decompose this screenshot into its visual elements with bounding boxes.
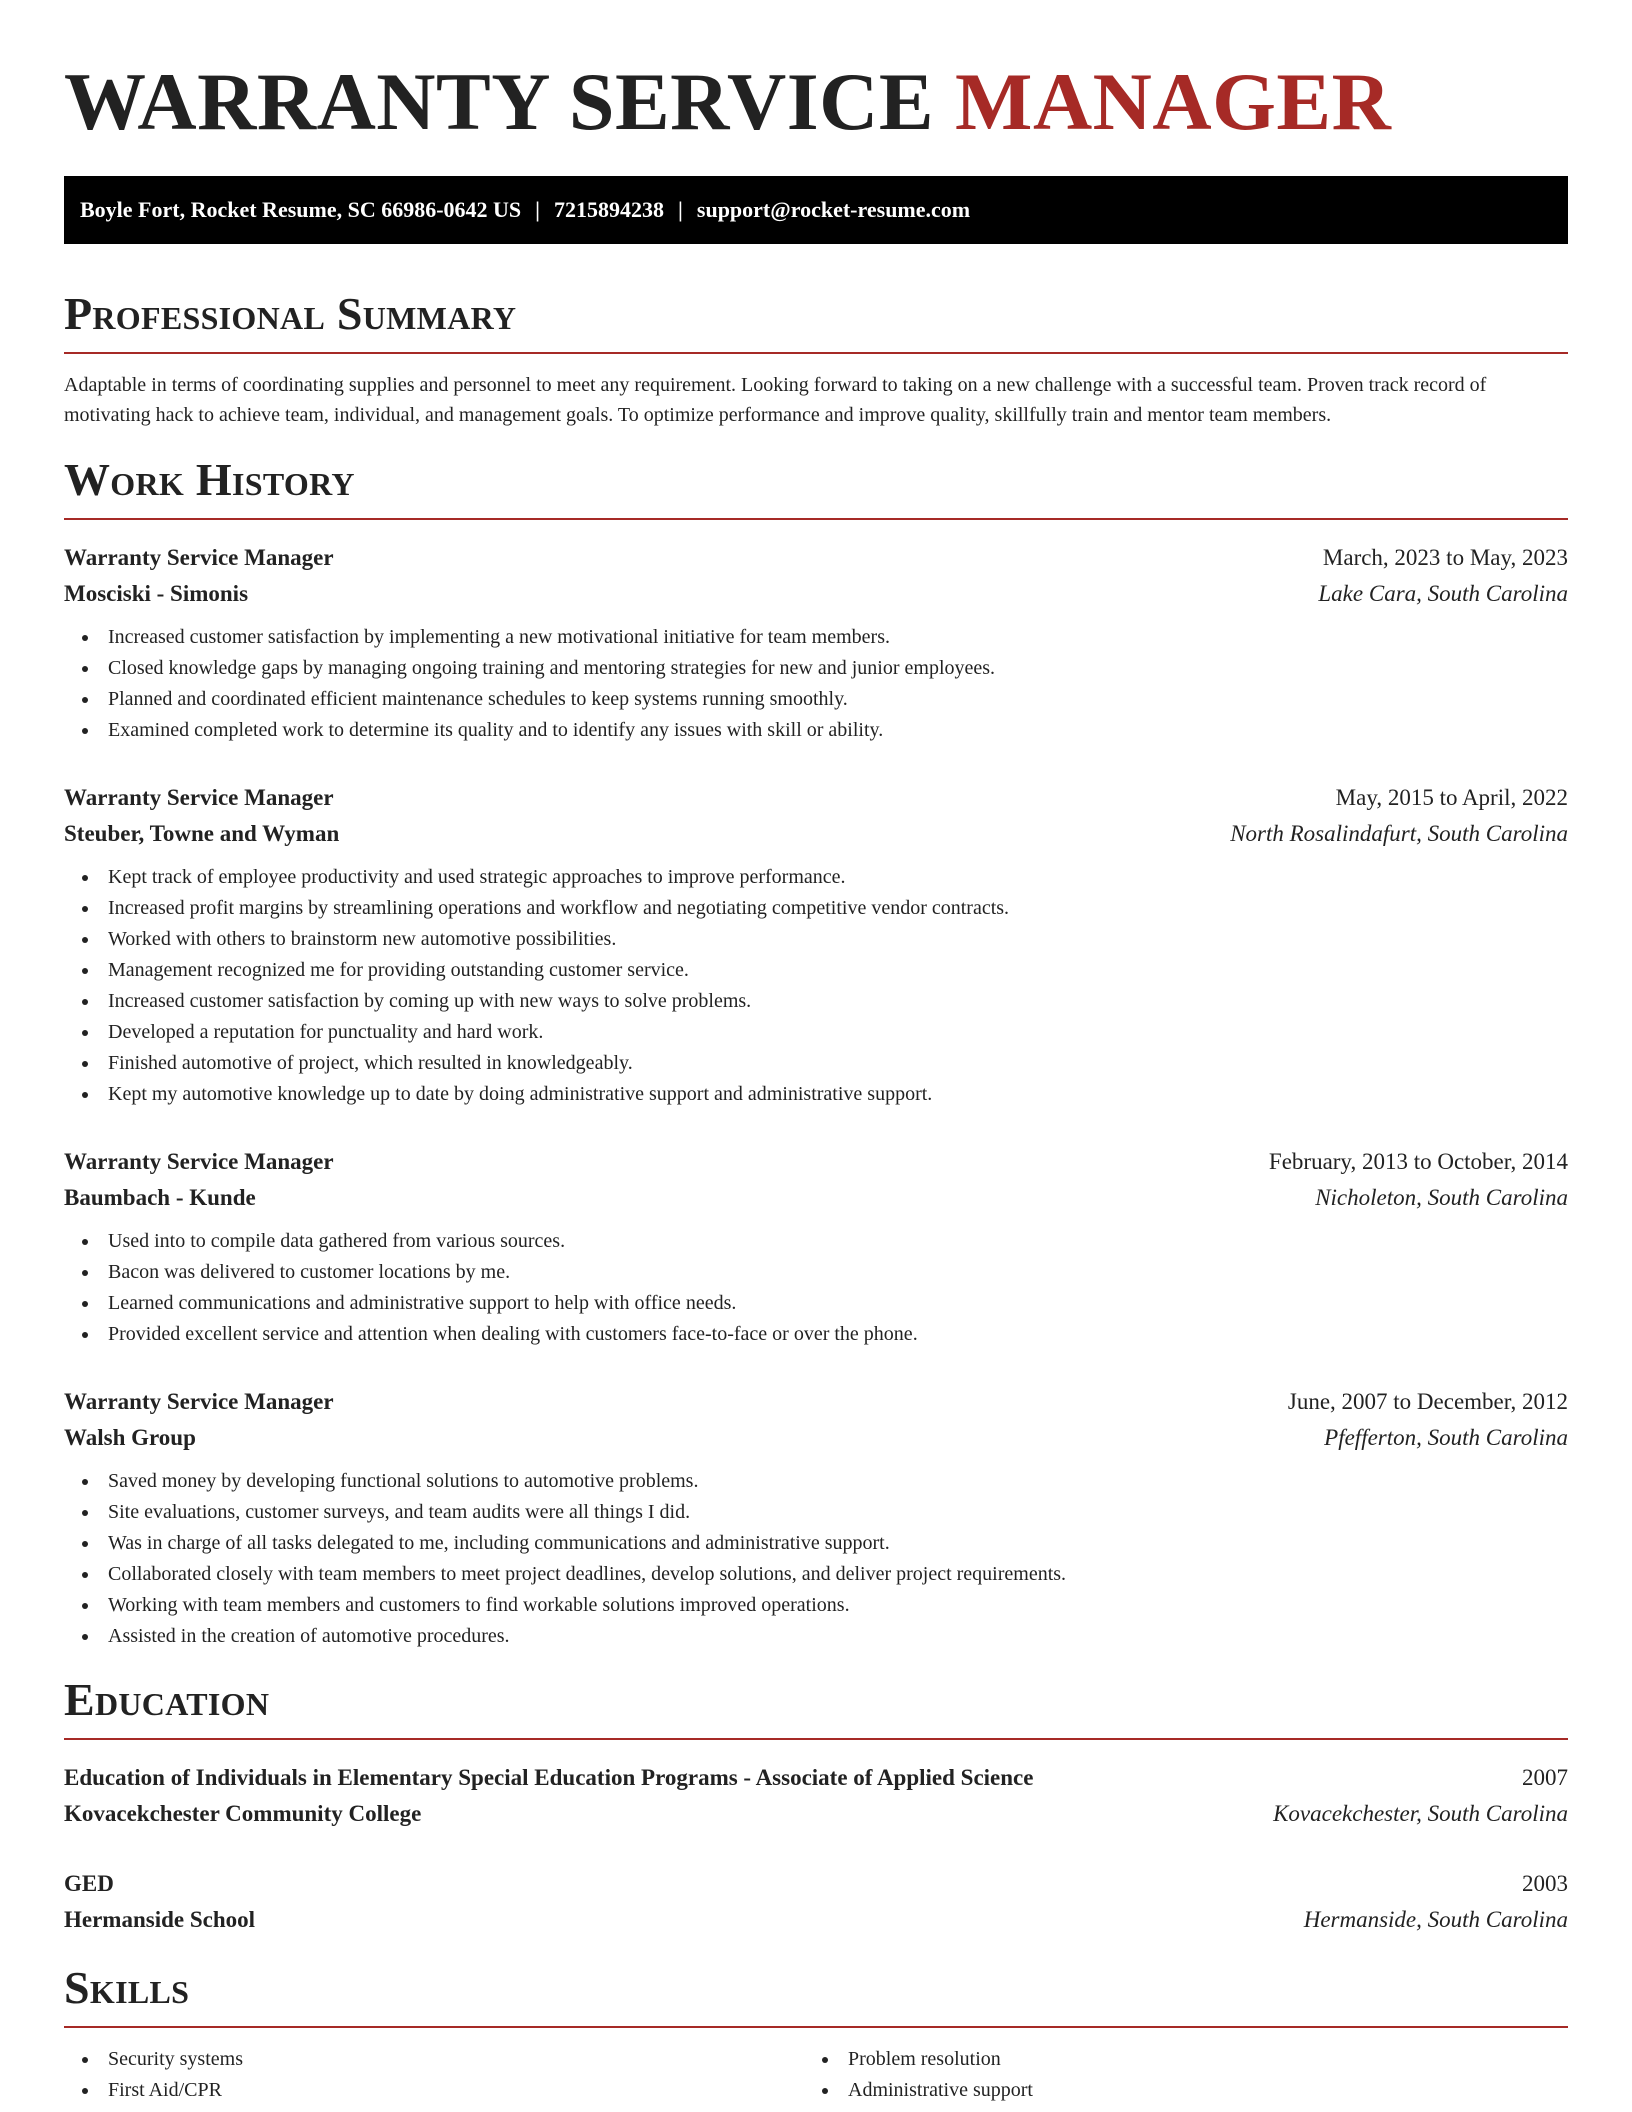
skills-column-left (64, 2044, 804, 2106)
job-bullet: Kept track of employee productivity and used strategic approaches to improve performance. (64, 862, 1568, 893)
job-role: Warranty Service Manager (64, 785, 334, 810)
job-bullet: Learned communications and administrative support to help with office needs. (64, 1288, 1568, 1319)
skill-item: Security systems (64, 2044, 804, 2075)
job-bullets (64, 622, 1568, 746)
education-year: 2007 (1522, 1765, 1568, 1790)
job-entry (64, 1384, 1568, 1652)
job-bullet: Increased profit margins by streamlining operations and workflow and negotiating competitive vendor contracts. (64, 893, 1568, 924)
job-bullet: Assisted in the creation of automotive procedures. (64, 1621, 1568, 1652)
summary-text: Adaptable in terms of coordinating supplies and personnel to meet any requirement. Looking forward to taking on a new challenge with a successful team. Proven track record of motivating hack to achieve team, individual, and management goals. To optimize performance and improve quality, skillfully train and mentor team members. (64, 374, 1487, 426)
contact-separator: | (535, 197, 541, 222)
section-title-summary: Professional Summary (64, 290, 1568, 354)
job-bullets (64, 862, 1568, 1110)
education-school: Hermanside School (64, 1907, 256, 1932)
section-title-work-history: Work History (64, 456, 1568, 520)
job-entry (64, 780, 1568, 1110)
education-header-row (64, 1866, 1568, 1902)
education-degree: Education of Individuals in Elementary Special Education Programs - Associate of Applied Science (64, 1765, 1034, 1790)
job-bullet: Collaborated closely with team members to meet project deadlines, develop solutions, and deliver project requirements. (64, 1559, 1568, 1590)
education-entry (64, 1866, 1568, 1938)
job-bullet: Closed knowledge gaps by managing ongoing training and mentoring strategies for new and junior employees. (64, 653, 1568, 684)
job-bullets (64, 1466, 1568, 1652)
contact-bar (64, 176, 1568, 244)
job-location: Lake Cara, South Carolina (1318, 581, 1568, 606)
job-company-row (64, 576, 1568, 612)
job-location: North Rosalindafurt, South Carolina (1230, 821, 1568, 846)
job-bullet: Finished automotive of project, which resulted in knowledgeably. (64, 1048, 1568, 1079)
education-location: Hermanside, South Carolina (1303, 1907, 1568, 1932)
job-company: Baumbach - Kunde (64, 1185, 256, 1210)
education-year: 2003 (1522, 1871, 1568, 1896)
contact-phone: 7215894238 (554, 197, 665, 222)
section-title-skills: Skills (64, 1964, 1568, 2028)
job-bullet: Examined completed work to determine its quality and to identify any issues with skill or ability. (64, 715, 1568, 746)
job-bullet: Provided excellent service and attention when dealing with customers face-to-face or over the phone. (64, 1319, 1568, 1350)
job-bullet: Developed a reputation for punctuality and hard work. (64, 1017, 1568, 1048)
education-school-row (64, 1796, 1568, 1832)
job-location: Nicholeton, South Carolina (1315, 1185, 1568, 1210)
job-header-row (64, 780, 1568, 816)
name-last: MANAGER (955, 56, 1392, 147)
job-bullet: Planned and coordinated efficient maintenance schedules to keep systems running smoothly. (64, 684, 1568, 715)
contact-separator: | (678, 197, 683, 222)
skill-item: First Aid/CPR (64, 2075, 804, 2106)
education-location: Kovacekchester, South Carolina (1273, 1801, 1568, 1826)
education-school-row (64, 1902, 1568, 1938)
job-bullet: Increased customer satisfaction by coming up with new ways to solve problems. (64, 986, 1568, 1017)
job-bullet: Increased customer satisfaction by implementing a new motivational initiative for team members. (64, 622, 1568, 653)
education-entry (64, 1760, 1568, 1832)
job-bullet: Kept my automotive knowledge up to date by doing administrative support and administrative support. (64, 1079, 1568, 1110)
job-role: Warranty Service Manager (64, 1389, 334, 1414)
job-header-row (64, 1144, 1568, 1180)
contact-address: Boyle Fort, Rocket Resume, SC 66986-0642 US (80, 197, 522, 222)
job-bullet: Was in charge of all tasks delegated to me, including communications and administrative support. (64, 1528, 1568, 1559)
job-dates: February, 2013 to October, 2014 (1268, 1149, 1568, 1174)
job-company-row (64, 1420, 1568, 1456)
job-entry (64, 1144, 1568, 1350)
job-bullets (64, 1226, 1568, 1350)
job-bullet: Management recognized me for providing outstanding customer service. (64, 955, 1568, 986)
job-dates: May, 2015 to April, 2022 (1335, 785, 1568, 810)
job-bullet: Bacon was delivered to customer locations by me. (64, 1257, 1568, 1288)
job-header-row (64, 540, 1568, 576)
skill-item: Administrative support (804, 2075, 1568, 2106)
section-title-education: Education (64, 1676, 1568, 1740)
job-bullet: Saved money by developing functional solutions to automotive problems. (64, 1466, 1568, 1497)
job-company-row (64, 1180, 1568, 1216)
job-company: Steuber, Towne and Wyman (64, 821, 340, 846)
education-school: Kovacekchester Community College (64, 1801, 422, 1826)
job-company-row (64, 816, 1568, 852)
job-location: Pfefferton, South Carolina (1324, 1425, 1568, 1450)
name-first: WARRANTY SERVICE (64, 56, 935, 147)
contact-email: support@rocket-resume.com (696, 197, 971, 222)
job-bullet: Working with team members and customers to find workable solutions improved operations. (64, 1590, 1568, 1621)
skill-item: Problem resolution (804, 2044, 1568, 2075)
job-bullet: Worked with others to brainstorm new automotive possibilities. (64, 924, 1568, 955)
job-header-row (64, 1384, 1568, 1420)
job-role: Warranty Service Manager (64, 1149, 334, 1174)
job-role: Warranty Service Manager (64, 545, 334, 570)
job-bullet: Site evaluations, customer surveys, and team audits were all things I did. (64, 1497, 1568, 1528)
skills-column-right (804, 2044, 1568, 2106)
job-entry (64, 540, 1568, 746)
skills-grid (64, 2044, 1568, 2106)
job-dates: June, 2007 to December, 2012 (1287, 1389, 1568, 1414)
education-degree: GED (64, 1871, 114, 1896)
job-company: Mosciski - Simonis (64, 581, 249, 606)
education-header-row (64, 1760, 1568, 1796)
job-bullet: Used into to compile data gathered from various sources. (64, 1226, 1568, 1257)
job-company: Walsh Group (64, 1425, 196, 1450)
job-dates: March, 2023 to May, 2023 (1322, 545, 1568, 570)
resume-name (64, 56, 1568, 148)
